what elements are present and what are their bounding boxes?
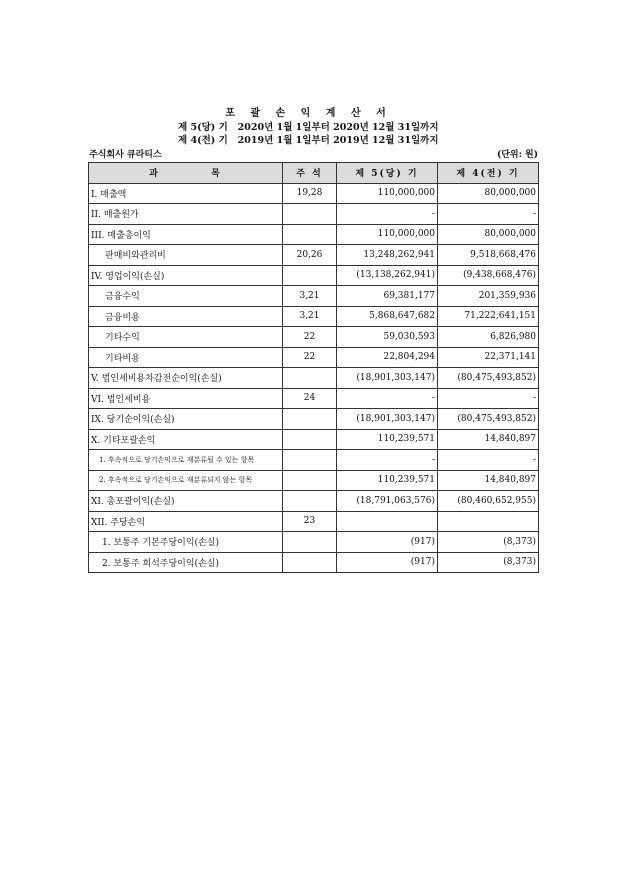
- statement-body: [89, 163, 539, 573]
- unit-label: (단위: 원): [496, 150, 538, 160]
- row-prior-amount: 14,840,897: [438, 429, 539, 450]
- row-note: [283, 450, 337, 471]
- table-row: [89, 409, 539, 430]
- row-prior-amount: 9,518,668,476: [438, 245, 539, 266]
- row-item-name: II. 매출원가: [89, 204, 283, 225]
- row-item-name: IX. 당기순이익(손실): [89, 409, 283, 430]
- row-current-amount: 110,000,000: [337, 224, 438, 245]
- row-prior-amount: (80,475,493,852): [438, 368, 539, 389]
- row-prior-amount: (80,475,493,852): [438, 409, 539, 430]
- period-current: 제 5(당) 기 2020년 1월 1일부터 2020년 12월 31일까지: [178, 122, 439, 133]
- header-row: [89, 163, 539, 184]
- table-row: [89, 306, 539, 327]
- row-note: 22: [283, 327, 337, 348]
- row-note: 3,21: [283, 286, 337, 307]
- row-item-name: III. 매출총이익: [89, 224, 283, 245]
- row-prior-amount: 201,359,936: [438, 286, 539, 307]
- column-header-note: 주 석: [283, 163, 337, 184]
- row-current-amount: (18,901,303,147): [337, 368, 438, 389]
- row-note: 19,28: [283, 183, 337, 204]
- table-row: [89, 245, 539, 266]
- table-row: [89, 368, 539, 389]
- row-current-amount: 22,804,294: [337, 347, 438, 368]
- row-prior-amount: (9,438,668,476): [438, 265, 539, 286]
- table-row: [89, 286, 539, 307]
- row-note: [283, 368, 337, 389]
- row-current-amount: [337, 511, 438, 532]
- income-statement-table: [88, 162, 539, 573]
- table-row: [89, 224, 539, 245]
- table-row: [89, 265, 539, 286]
- row-prior-amount: (8,373): [438, 552, 539, 573]
- row-note: [283, 429, 337, 450]
- row-note: 24: [283, 388, 337, 409]
- row-prior-amount: [438, 511, 539, 532]
- row-current-amount: (917): [337, 552, 438, 573]
- period-prior: 제 4(전) 기 2019년 1월 1일부터 2019년 12월 31일까지: [178, 135, 439, 146]
- row-prior-amount: 6,826,980: [438, 327, 539, 348]
- row-item-name: IV. 영업이익(손실): [89, 265, 283, 286]
- row-prior-amount: -: [438, 388, 539, 409]
- row-prior-amount: -: [438, 204, 539, 225]
- row-item-name: I. 매출액: [89, 183, 283, 204]
- row-prior-amount: 71,222,641,151: [438, 306, 539, 327]
- table-row: [89, 429, 539, 450]
- statement-title: 포 괄 손 익 계 산 서: [225, 108, 392, 119]
- row-item-name: 금융수익: [89, 286, 283, 307]
- table-row: [89, 532, 539, 553]
- row-note: [283, 409, 337, 430]
- row-note: [283, 224, 337, 245]
- row-current-amount: (13,138,262,941): [337, 265, 438, 286]
- row-item-name: VI. 법인세비용: [89, 388, 283, 409]
- row-current-amount: -: [337, 388, 438, 409]
- row-item-name: 금융비용: [89, 306, 283, 327]
- column-header-current: 제 5(당) 기: [337, 163, 438, 184]
- row-note: 20,26: [283, 245, 337, 266]
- row-note: 22: [283, 347, 337, 368]
- table-row: [89, 511, 539, 532]
- row-current-amount: -: [337, 450, 438, 471]
- row-note: [283, 204, 337, 225]
- table-row: [89, 327, 539, 348]
- row-item-name: 1. 보통주 기본주당이익(손실): [89, 532, 283, 553]
- row-current-amount: 59,030,593: [337, 327, 438, 348]
- row-note: 3,21: [283, 306, 337, 327]
- row-prior-amount: (8,373): [438, 532, 539, 553]
- row-note: [283, 265, 337, 286]
- row-item-name: 1. 후속적으로 당기손익으로 재분류될 수 있는 항목: [89, 450, 283, 471]
- row-prior-amount: -: [438, 450, 539, 471]
- row-current-amount: (18,791,063,576): [337, 491, 438, 512]
- row-note: [283, 532, 337, 553]
- row-current-amount: 13,248,262,941: [337, 245, 438, 266]
- row-note: 23: [283, 511, 337, 532]
- row-item-name: XII. 주당손익: [89, 511, 283, 532]
- row-note: [283, 491, 337, 512]
- row-current-amount: 69,381,177: [337, 286, 438, 307]
- row-item-name: XI. 총포괄이익(손실): [89, 491, 283, 512]
- column-header-item: 과 목: [89, 163, 283, 184]
- row-note: [283, 470, 337, 491]
- row-prior-amount: 22,371,141: [438, 347, 539, 368]
- row-current-amount: 110,000,000: [337, 183, 438, 204]
- row-item-name: 기타수익: [89, 327, 283, 348]
- table-row: [89, 450, 539, 471]
- row-item-name: 판매비와관리비: [89, 245, 283, 266]
- table-row: [89, 183, 539, 204]
- row-current-amount: 110,239,571: [337, 470, 438, 491]
- row-prior-amount: 80,000,000: [438, 224, 539, 245]
- row-note: [283, 552, 337, 573]
- row-current-amount: -: [337, 204, 438, 225]
- row-prior-amount: (80,460,652,955): [438, 491, 539, 512]
- row-current-amount: (917): [337, 532, 438, 553]
- row-current-amount: 110,239,571: [337, 429, 438, 450]
- row-current-amount: 5,868,647,682: [337, 306, 438, 327]
- table-row: [89, 204, 539, 225]
- table-row: [89, 552, 539, 573]
- column-header-prior: 제 4(전) 기: [438, 163, 539, 184]
- table-row: [89, 470, 539, 491]
- company-name: 주식회사 큐라티스: [89, 150, 162, 160]
- row-current-amount: (18,901,303,147): [337, 409, 438, 430]
- table-row: [89, 491, 539, 512]
- row-item-name: 기타비용: [89, 347, 283, 368]
- row-prior-amount: 14,840,897: [438, 470, 539, 491]
- row-item-name: V. 법인세비용차감전순이익(손실): [89, 368, 283, 389]
- row-item-name: X. 기타포괄손익: [89, 429, 283, 450]
- table-row: [89, 388, 539, 409]
- row-prior-amount: 80,000,000: [438, 183, 539, 204]
- row-item-name: 2. 보통주 희석주당이익(손실): [89, 552, 283, 573]
- row-item-name: 2. 후속적으로 당기손익으로 재분류되지 않는 항목: [89, 470, 283, 491]
- table-row: [89, 347, 539, 368]
